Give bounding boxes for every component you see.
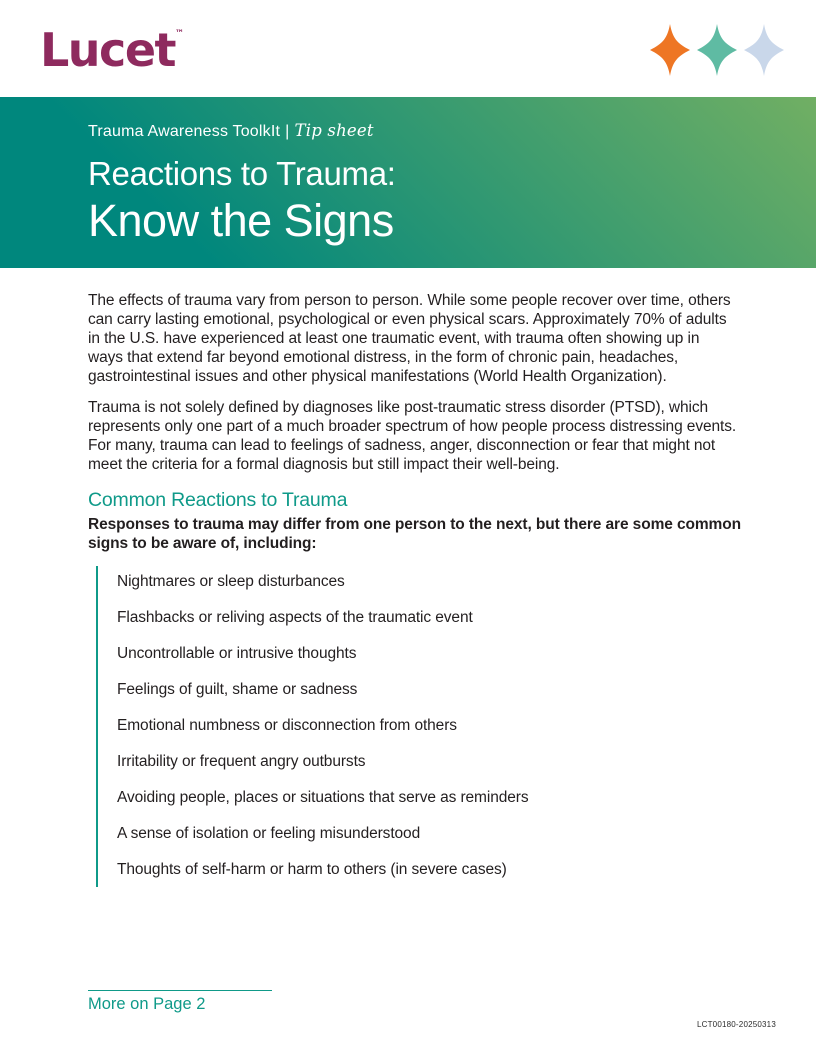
more-on-page-2-link[interactable]: More on Page 2: [88, 995, 206, 1013]
body-content: [0, 268, 740, 887]
list-item: Flashbacks or reliving aspects of the traumatic event: [117, 609, 473, 626]
page-header: [0, 0, 816, 97]
intro-paragraph-1: The effects of trauma vary from person to person. While some people recover over time, others can carry lasting emotional, psychological or even physical scars. Approximately 70% of adults in the U.S. have experienced at least one traumatic event, with trauma often showing up in ways that extend far beyond emotional distress, in the form of chronic pain, headaches, gastrointestinal issues and other physical manifestations (World Health Organization).: [88, 292, 731, 385]
section-heading: Common Reactions to Trauma: [88, 489, 348, 511]
list-item: Feelings of guilt, shame or sadness: [117, 681, 358, 698]
title-banner: [0, 97, 816, 268]
sparkle-teal-icon: [697, 24, 737, 76]
list-item: Thoughts of self-harm or harm to others (in severe cases): [117, 861, 507, 878]
sparkle-icons: [650, 22, 784, 76]
intro-paragraph-2: Trauma is not solely defined by diagnoses like post-traumatic stress disorder (PTSD), which represents only one part of a much broader spectrum of how people process distressing events. For many, trauma can lead to feelings of sadness, anger, disconnection or fear that might not meet the criteria for a formal diagnosis but still impact their well-being.: [88, 399, 737, 473]
eyebrow-tip-sheet: Tip sheet: [294, 121, 374, 140]
document-code: LCT00180-20250313: [696, 1020, 776, 1029]
lucet-logo-text: Lucet: [40, 22, 176, 77]
sparkle-orange-shape: [650, 24, 690, 76]
list-item: Irritability or frequent angry outbursts: [117, 753, 366, 770]
sparkle-orange-icon: [650, 24, 690, 76]
section-intro: Responses to trauma may differ from one person to the next, but there are some common signs to be aware of, including:: [88, 516, 741, 552]
list-item: Avoiding people, places or situations that serve as reminders: [117, 789, 529, 806]
eyebrow-prefix: Trauma Awareness ToolkIt: [88, 123, 281, 140]
sparkle-lightblue-icon: [744, 24, 784, 76]
reaction-list: [96, 566, 656, 887]
list-item: A sense of isolation or feeling misunderstood: [117, 825, 421, 842]
sparkle-lightblue-shape: [744, 24, 784, 76]
sparkle-teal-shape: [697, 24, 737, 76]
list-item: Nightmares or sleep disturbances: [117, 573, 345, 590]
trademark-symbol: ™: [175, 28, 185, 39]
eyebrow: [88, 121, 736, 141]
lucet-logo: [40, 22, 185, 77]
footer-divider: [88, 990, 272, 991]
page-title-line2: Know the Signs: [88, 195, 394, 247]
eyebrow-separator: |: [285, 123, 290, 140]
list-item: Uncontrollable or intrusive thoughts: [117, 645, 357, 662]
list-item: Emotional numbness or disconnection from others: [117, 717, 457, 734]
page-title-line1: Reactions to Trauma:: [88, 155, 396, 192]
